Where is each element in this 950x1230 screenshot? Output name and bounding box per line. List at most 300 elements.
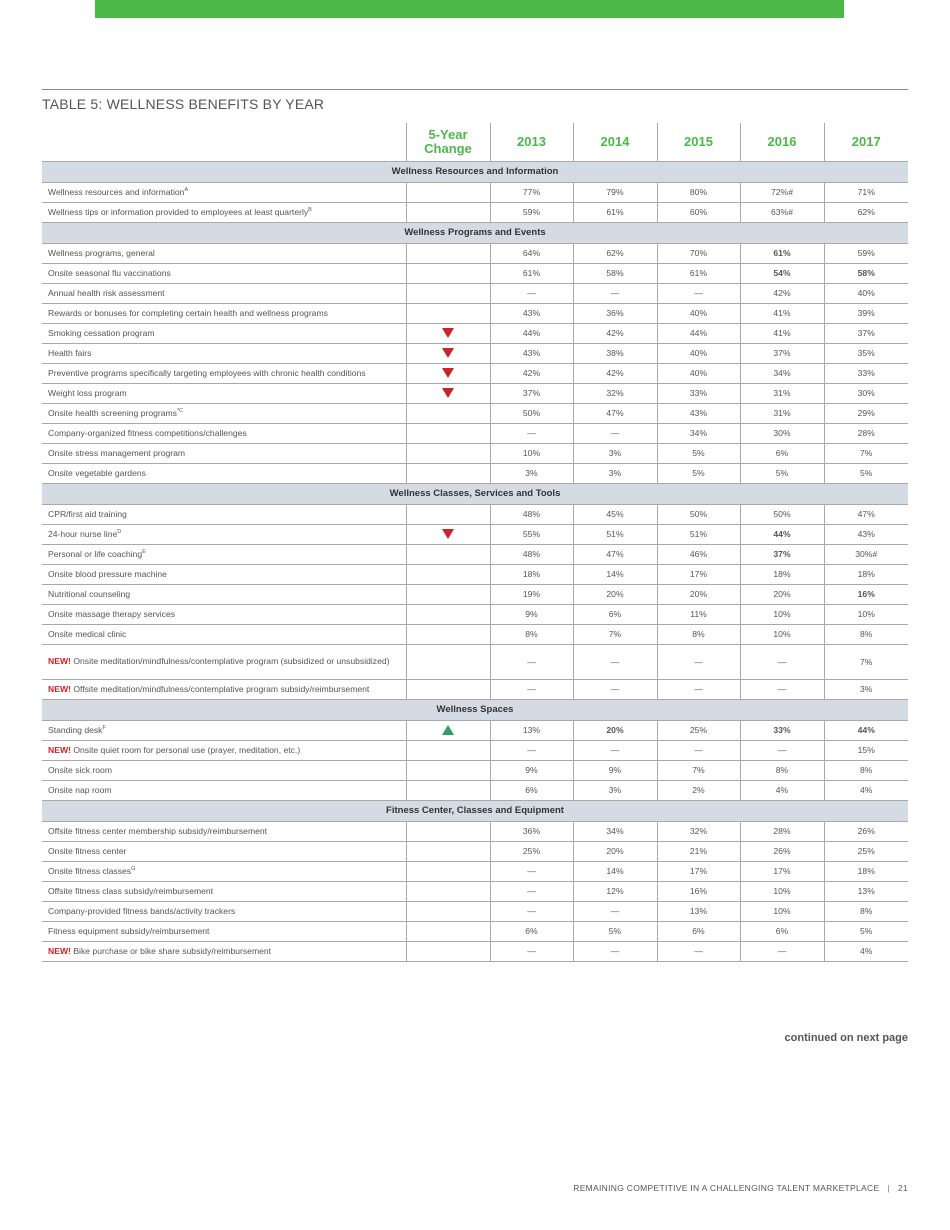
five-year-change-cell (406, 760, 490, 780)
five-year-change-cell (406, 780, 490, 800)
row-label-text: Onsite fitness center (48, 845, 127, 856)
value-cell-2013: 6% (490, 780, 573, 800)
decrease-triangle-icon (442, 348, 454, 358)
value-cell-2014: 3% (573, 780, 657, 800)
row-label (42, 821, 406, 841)
value-cell-2015: 50% (657, 504, 740, 524)
footnote-marker: F (102, 724, 106, 731)
table-row (42, 182, 908, 202)
row-label-text: Offsite meditation/mindfulness/contemplative program subsidy/reimbursement (73, 683, 370, 694)
wellness-benefits-table (42, 123, 908, 962)
value-cell-2015: 60% (657, 202, 740, 222)
five-year-change-cell (406, 343, 490, 363)
table-row (42, 740, 908, 760)
value-cell-2013: 36% (490, 821, 573, 841)
value-cell-2016: 34% (740, 363, 824, 383)
five-year-change-cell (406, 881, 490, 901)
five-year-change-cell (406, 679, 490, 699)
row-label (42, 564, 406, 584)
value-cell-2017: 15% (824, 740, 908, 760)
value-cell-2013: 10% (490, 443, 573, 463)
value-cell-2013: — (490, 901, 573, 921)
table-row (42, 679, 908, 699)
header-accent-bar (95, 0, 844, 18)
table-row (42, 303, 908, 323)
table-row (42, 202, 908, 222)
value-cell-2017: 4% (824, 941, 908, 961)
value-cell-2016: — (740, 740, 824, 760)
value-cell-2013: 48% (490, 544, 573, 564)
table-row (42, 821, 908, 841)
row-label-text: Onsite blood pressure machine (48, 568, 167, 579)
five-year-change-cell (406, 564, 490, 584)
value-cell-2016: 44% (740, 524, 824, 544)
value-cell-2013: 44% (490, 323, 573, 343)
table-row (42, 901, 908, 921)
value-cell-2013: 42% (490, 363, 573, 383)
value-cell-2017: 8% (824, 624, 908, 644)
value-cell-2017: 39% (824, 303, 908, 323)
value-cell-2017: 47% (824, 504, 908, 524)
row-label (42, 544, 406, 564)
table-title: TABLE 5: WELLNESS BENEFITS BY YEAR (42, 96, 325, 112)
section-title: Wellness Resources and Information (42, 161, 908, 182)
table-row (42, 564, 908, 584)
five-year-change-cell (406, 861, 490, 881)
value-cell-2016: 8% (740, 760, 824, 780)
row-label (42, 584, 406, 604)
value-cell-2016: 30% (740, 423, 824, 443)
table-row (42, 921, 908, 941)
row-label (42, 463, 406, 483)
value-cell-2013: — (490, 861, 573, 881)
header-year-2016: 2016 (740, 123, 824, 161)
section-title: Wellness Spaces (42, 699, 908, 720)
table-row (42, 343, 908, 363)
value-cell-2015: 46% (657, 544, 740, 564)
value-cell-2014: 45% (573, 504, 657, 524)
value-cell-2015: 80% (657, 182, 740, 202)
value-cell-2015: 25% (657, 720, 740, 740)
value-cell-2014: — (573, 740, 657, 760)
value-cell-2017: 71% (824, 182, 908, 202)
footer-separator: | (887, 1183, 890, 1193)
value-cell-2016: 10% (740, 881, 824, 901)
value-cell-2014: 36% (573, 303, 657, 323)
table-row (42, 463, 908, 483)
value-cell-2013: 37% (490, 383, 573, 403)
value-cell-2015: 2% (657, 780, 740, 800)
value-cell-2016: 10% (740, 604, 824, 624)
value-cell-2017: 3% (824, 679, 908, 699)
value-cell-2015: 33% (657, 383, 740, 403)
value-cell-2013: 48% (490, 504, 573, 524)
table-row (42, 524, 908, 544)
value-cell-2016: 41% (740, 323, 824, 343)
row-label-text: Nutritional counseling (48, 588, 131, 599)
table-row (42, 403, 908, 423)
value-cell-2016: — (740, 679, 824, 699)
five-year-change-cell (406, 720, 490, 740)
value-cell-2017: 5% (824, 463, 908, 483)
five-year-change-cell (406, 243, 490, 263)
new-badge: NEW! (48, 945, 71, 956)
value-cell-2015: 17% (657, 861, 740, 881)
row-label (42, 504, 406, 524)
row-label-text: Wellness resources and information (48, 186, 185, 197)
value-cell-2014: 47% (573, 403, 657, 423)
row-label (42, 941, 406, 961)
value-cell-2013: 43% (490, 343, 573, 363)
section-header-row (42, 483, 908, 504)
value-cell-2017: 18% (824, 564, 908, 584)
row-label (42, 524, 406, 544)
row-label (42, 343, 406, 363)
five-year-change-cell (406, 544, 490, 564)
value-cell-2013: 77% (490, 182, 573, 202)
value-cell-2015: 20% (657, 584, 740, 604)
row-label-text: Onsite massage therapy services (48, 608, 176, 619)
five-year-change-cell (406, 941, 490, 961)
value-cell-2015: 51% (657, 524, 740, 544)
five-year-change-cell (406, 901, 490, 921)
table-row (42, 584, 908, 604)
value-cell-2015: 61% (657, 263, 740, 283)
row-label (42, 243, 406, 263)
five-year-change-cell (406, 283, 490, 303)
row-label-text: Onsite fitness classes (48, 865, 132, 876)
value-cell-2014: — (573, 941, 657, 961)
value-cell-2014: — (573, 644, 657, 679)
value-cell-2014: 14% (573, 564, 657, 584)
row-label-text: CPR/first aid training (48, 508, 127, 519)
row-label-text: Onsite seasonal flu vaccinations (48, 267, 171, 278)
value-cell-2017: 26% (824, 821, 908, 841)
row-label-text: Smoking cessation program (48, 327, 155, 338)
value-cell-2014: 20% (573, 720, 657, 740)
value-cell-2013: 55% (490, 524, 573, 544)
table-row (42, 841, 908, 861)
table-row (42, 323, 908, 343)
row-label-text: Rewards or bonuses for completing certain health and wellness programs (48, 307, 328, 318)
row-label (42, 780, 406, 800)
value-cell-2013: — (490, 740, 573, 760)
value-cell-2016: — (740, 941, 824, 961)
value-cell-2016: 17% (740, 861, 824, 881)
five-year-change-cell (406, 740, 490, 760)
footnote-marker: *C (176, 407, 184, 414)
value-cell-2017: 40% (824, 283, 908, 303)
value-cell-2017: 8% (824, 901, 908, 921)
row-label (42, 263, 406, 283)
value-cell-2014: 61% (573, 202, 657, 222)
five-year-change-cell (406, 303, 490, 323)
value-cell-2013: — (490, 644, 573, 679)
value-cell-2013: 25% (490, 841, 573, 861)
value-cell-2013: 8% (490, 624, 573, 644)
value-cell-2016: 63%# (740, 202, 824, 222)
value-cell-2017: 16% (824, 584, 908, 604)
value-cell-2014: 62% (573, 243, 657, 263)
value-cell-2014: 9% (573, 760, 657, 780)
five-year-change-cell (406, 604, 490, 624)
value-cell-2013: — (490, 423, 573, 443)
value-cell-2013: 13% (490, 720, 573, 740)
value-cell-2016: 18% (740, 564, 824, 584)
row-label (42, 323, 406, 343)
value-cell-2017: 18% (824, 861, 908, 881)
value-cell-2017: 44% (824, 720, 908, 740)
five-year-change-cell (406, 182, 490, 202)
row-label (42, 443, 406, 463)
value-cell-2015: — (657, 941, 740, 961)
section-title: Fitness Center, Classes and Equipment (42, 800, 908, 821)
footnote-marker: A (184, 186, 189, 193)
value-cell-2017: 43% (824, 524, 908, 544)
value-cell-2015: 16% (657, 881, 740, 901)
value-cell-2016: 26% (740, 841, 824, 861)
five-year-change-cell (406, 443, 490, 463)
row-label (42, 901, 406, 921)
value-cell-2014: 34% (573, 821, 657, 841)
row-label (42, 644, 406, 679)
header-blank-cell (42, 123, 406, 161)
row-label-text: Company-organized fitness competitions/challenges (48, 427, 247, 438)
five-year-change-cell (406, 403, 490, 423)
value-cell-2015: — (657, 679, 740, 699)
section-header-row (42, 222, 908, 243)
value-cell-2014: 3% (573, 443, 657, 463)
row-label (42, 720, 406, 740)
header-5-year-change: 5-Year Change (406, 123, 490, 161)
increase-triangle-icon (442, 725, 454, 735)
value-cell-2017: 30% (824, 383, 908, 403)
five-year-change-cell (406, 363, 490, 383)
value-cell-2014: 14% (573, 861, 657, 881)
table-row (42, 624, 908, 644)
row-label-text: Offsite fitness class subsidy/reimbursement (48, 885, 214, 896)
row-label (42, 403, 406, 423)
value-cell-2017: 30%# (824, 544, 908, 564)
value-cell-2014: — (573, 283, 657, 303)
value-cell-2015: 40% (657, 343, 740, 363)
table-row (42, 644, 908, 679)
continued-note: continued on next page (784, 1032, 908, 1044)
value-cell-2016: — (740, 644, 824, 679)
row-label-text: Preventive programs specifically targeting employees with chronic health conditions (48, 367, 366, 378)
value-cell-2017: 28% (824, 423, 908, 443)
five-year-change-cell (406, 504, 490, 524)
row-label-text: Fitness equipment subsidy/reimbursement (48, 925, 210, 936)
table-row (42, 283, 908, 303)
row-label (42, 283, 406, 303)
section-header-row (42, 161, 908, 182)
header-row (42, 123, 908, 161)
value-cell-2016: 28% (740, 821, 824, 841)
value-cell-2015: 7% (657, 760, 740, 780)
value-cell-2015: 6% (657, 921, 740, 941)
value-cell-2015: 44% (657, 323, 740, 343)
row-label-text: Offsite fitness center membership subsidy/reimbursement (48, 825, 268, 836)
value-cell-2013: 9% (490, 760, 573, 780)
value-cell-2016: 41% (740, 303, 824, 323)
page-number: 21 (897, 1183, 908, 1193)
value-cell-2016: 61% (740, 243, 824, 263)
row-label-text: Annual health risk assessment (48, 287, 165, 298)
value-cell-2013: 6% (490, 921, 573, 941)
row-label (42, 740, 406, 760)
section-title: Wellness Classes, Services and Tools (42, 483, 908, 504)
row-label (42, 202, 406, 222)
value-cell-2014: 79% (573, 182, 657, 202)
value-cell-2016: 42% (740, 283, 824, 303)
value-cell-2015: 32% (657, 821, 740, 841)
value-cell-2014: — (573, 679, 657, 699)
row-label (42, 383, 406, 403)
row-label-text: Onsite medical clinic (48, 628, 127, 639)
row-label-text: Bike purchase or bike share subsidy/reimbursement (73, 945, 272, 956)
table-row (42, 941, 908, 961)
value-cell-2015: 13% (657, 901, 740, 921)
value-cell-2015: 40% (657, 363, 740, 383)
value-cell-2016: 37% (740, 544, 824, 564)
table-row (42, 720, 908, 740)
row-label-text: Company-provided fitness bands/activity trackers (48, 905, 236, 916)
header-year-2017: 2017 (824, 123, 908, 161)
value-cell-2016: 6% (740, 921, 824, 941)
row-label (42, 303, 406, 323)
table-row (42, 363, 908, 383)
value-cell-2015: 8% (657, 624, 740, 644)
value-cell-2017: 7% (824, 443, 908, 463)
five-year-change-cell (406, 202, 490, 222)
value-cell-2016: 50% (740, 504, 824, 524)
footer-title: REMAINING COMPETITIVE IN A CHALLENGING TALENT MARKETPLACE (573, 1183, 880, 1193)
value-cell-2017: 33% (824, 363, 908, 383)
row-label (42, 182, 406, 202)
table-row (42, 780, 908, 800)
value-cell-2017: 10% (824, 604, 908, 624)
table-body (42, 161, 908, 961)
value-cell-2015: 40% (657, 303, 740, 323)
footnote-marker: B (308, 206, 312, 213)
decrease-triangle-icon (442, 328, 454, 338)
row-label (42, 861, 406, 881)
value-cell-2015: 21% (657, 841, 740, 861)
row-label-text: Onsite stress management program (48, 447, 186, 458)
value-cell-2013: 50% (490, 403, 573, 423)
value-cell-2014: 6% (573, 604, 657, 624)
new-badge: NEW! (48, 683, 71, 694)
row-label-text: Onsite sick room (48, 764, 112, 775)
footnote-marker: G (131, 865, 136, 872)
table-row (42, 423, 908, 443)
value-cell-2014: 5% (573, 921, 657, 941)
table-row (42, 760, 908, 780)
section-header-row (42, 699, 908, 720)
row-label (42, 363, 406, 383)
row-label-text: Wellness programs, general (48, 247, 155, 258)
value-cell-2014: 42% (573, 323, 657, 343)
row-label (42, 881, 406, 901)
value-cell-2016: 4% (740, 780, 824, 800)
value-cell-2015: 17% (657, 564, 740, 584)
five-year-change-cell (406, 383, 490, 403)
value-cell-2013: — (490, 283, 573, 303)
value-cell-2016: 31% (740, 383, 824, 403)
row-label-text: Weight loss program (48, 387, 127, 398)
value-cell-2017: 59% (824, 243, 908, 263)
value-cell-2017: 62% (824, 202, 908, 222)
row-label-text: Onsite health screening programs (48, 407, 177, 418)
value-cell-2013: 61% (490, 263, 573, 283)
value-cell-2014: 12% (573, 881, 657, 901)
value-cell-2015: 11% (657, 604, 740, 624)
row-label-text: Onsite quiet room for personal use (prayer, meditation, etc.) (73, 744, 301, 755)
title-divider (42, 89, 908, 90)
value-cell-2014: 20% (573, 841, 657, 861)
table-row (42, 263, 908, 283)
value-cell-2017: 4% (824, 780, 908, 800)
row-label-text: Wellness tips or information provided to employees at least quarterly (48, 206, 309, 217)
value-cell-2015: — (657, 644, 740, 679)
value-cell-2017: 8% (824, 760, 908, 780)
value-cell-2017: 7% (824, 644, 908, 679)
value-cell-2013: 43% (490, 303, 573, 323)
value-cell-2013: 59% (490, 202, 573, 222)
value-cell-2014: — (573, 423, 657, 443)
value-cell-2014: 47% (573, 544, 657, 564)
five-year-change-cell (406, 821, 490, 841)
value-cell-2016: 33% (740, 720, 824, 740)
decrease-triangle-icon (442, 388, 454, 398)
header-year-2013: 2013 (490, 123, 573, 161)
table-row (42, 443, 908, 463)
value-cell-2013: 18% (490, 564, 573, 584)
table-row (42, 243, 908, 263)
section-title: Wellness Programs and Events (42, 222, 908, 243)
value-cell-2014: 42% (573, 363, 657, 383)
new-badge: NEW! (48, 656, 71, 666)
row-label-text: Onsite meditation/mindfulness/contemplative program (subsidized or unsubsidized) (73, 656, 390, 666)
row-label (42, 624, 406, 644)
value-cell-2017: 5% (824, 921, 908, 941)
value-cell-2017: 37% (824, 323, 908, 343)
decrease-triangle-icon (442, 368, 454, 378)
value-cell-2013: 9% (490, 604, 573, 624)
five-year-change-cell (406, 644, 490, 679)
table-row (42, 861, 908, 881)
value-cell-2017: 13% (824, 881, 908, 901)
five-year-change-cell (406, 423, 490, 443)
value-cell-2013: 64% (490, 243, 573, 263)
row-label (42, 760, 406, 780)
value-cell-2014: 3% (573, 463, 657, 483)
decrease-triangle-icon (442, 529, 454, 539)
value-cell-2014: 58% (573, 263, 657, 283)
value-cell-2013: 3% (490, 463, 573, 483)
value-cell-2015: — (657, 740, 740, 760)
value-cell-2013: — (490, 941, 573, 961)
row-label-text: Onsite nap room (48, 784, 112, 795)
value-cell-2013: — (490, 881, 573, 901)
row-label-text: Personal or life coaching (48, 548, 143, 559)
value-cell-2016: 5% (740, 463, 824, 483)
value-cell-2015: 43% (657, 403, 740, 423)
value-cell-2015: 5% (657, 463, 740, 483)
five-year-change-cell (406, 584, 490, 604)
header-year-2015: 2015 (657, 123, 740, 161)
